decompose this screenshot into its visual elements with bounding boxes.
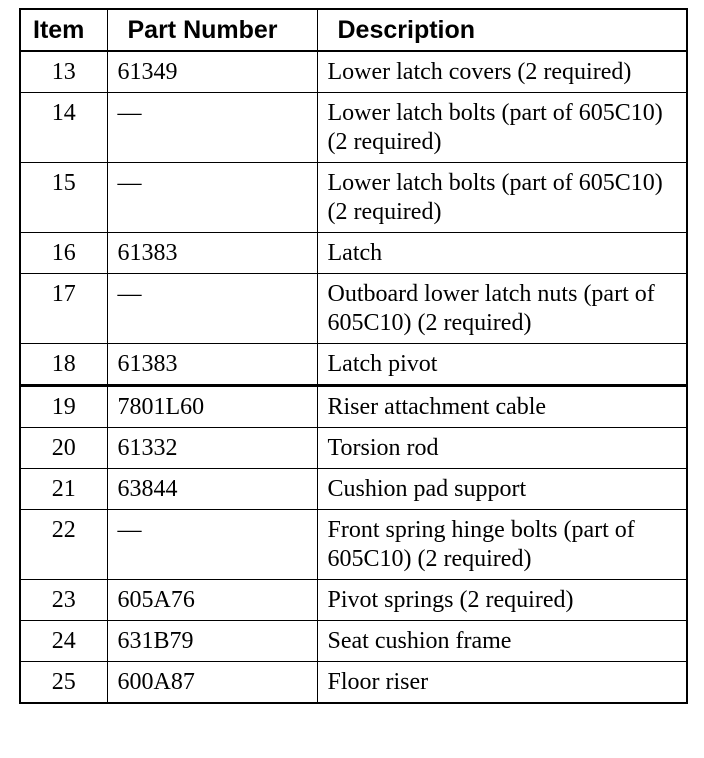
part-number-cell: 61332 xyxy=(107,428,317,469)
item-cell: 18 xyxy=(20,344,107,386)
item-cell: 19 xyxy=(20,386,107,428)
part-number-cell: — xyxy=(107,510,317,580)
description-cell: Pivot springs (2 required) xyxy=(317,580,687,621)
table-row xyxy=(20,233,687,274)
table-row xyxy=(20,621,687,662)
column-header-item: Item xyxy=(20,9,107,51)
table-header-row xyxy=(20,9,687,51)
item-cell: 22 xyxy=(20,510,107,580)
item-cell: 14 xyxy=(20,93,107,163)
part-number-cell: — xyxy=(107,93,317,163)
part-number-cell: 605A76 xyxy=(107,580,317,621)
description-cell: Outboard lower latch nuts (part of 605C10) (2 required) xyxy=(317,274,687,344)
table-row xyxy=(20,386,687,428)
table-row xyxy=(20,580,687,621)
part-number-cell: 61383 xyxy=(107,233,317,274)
column-header-part-number: Part Number xyxy=(107,9,317,51)
part-number-cell: 61349 xyxy=(107,51,317,93)
part-number-cell: 63844 xyxy=(107,469,317,510)
description-cell: Riser attachment cable xyxy=(317,386,687,428)
table-row xyxy=(20,344,687,386)
description-cell: Latch xyxy=(317,233,687,274)
description-cell: Latch pivot xyxy=(317,344,687,386)
part-number-cell: — xyxy=(107,163,317,233)
table-row xyxy=(20,93,687,163)
part-number-cell: — xyxy=(107,274,317,344)
table-row xyxy=(20,51,687,93)
part-number-cell: 600A87 xyxy=(107,662,317,704)
description-cell: Seat cushion frame xyxy=(317,621,687,662)
item-cell: 21 xyxy=(20,469,107,510)
item-cell: 24 xyxy=(20,621,107,662)
part-number-cell: 7801L60 xyxy=(107,386,317,428)
column-header-description: Description xyxy=(317,9,687,51)
description-cell: Torsion rod xyxy=(317,428,687,469)
description-cell: Cushion pad support xyxy=(317,469,687,510)
description-cell: Floor riser xyxy=(317,662,687,704)
part-number-cell: 631B79 xyxy=(107,621,317,662)
item-cell: 23 xyxy=(20,580,107,621)
part-number-cell: 61383 xyxy=(107,344,317,386)
item-cell: 17 xyxy=(20,274,107,344)
parts-table xyxy=(19,8,688,704)
item-cell: 16 xyxy=(20,233,107,274)
item-cell: 15 xyxy=(20,163,107,233)
table-row xyxy=(20,510,687,580)
description-cell: Lower latch bolts (part of 605C10) (2 required) xyxy=(317,163,687,233)
table-row xyxy=(20,163,687,233)
item-cell: 20 xyxy=(20,428,107,469)
table-row xyxy=(20,662,687,704)
table-row xyxy=(20,469,687,510)
table-row xyxy=(20,428,687,469)
description-cell: Lower latch bolts (part of 605C10) (2 required) xyxy=(317,93,687,163)
description-cell: Lower latch covers (2 required) xyxy=(317,51,687,93)
description-cell: Front spring hinge bolts (part of 605C10) (2 required) xyxy=(317,510,687,580)
table-row xyxy=(20,274,687,344)
item-cell: 13 xyxy=(20,51,107,93)
item-cell: 25 xyxy=(20,662,107,704)
